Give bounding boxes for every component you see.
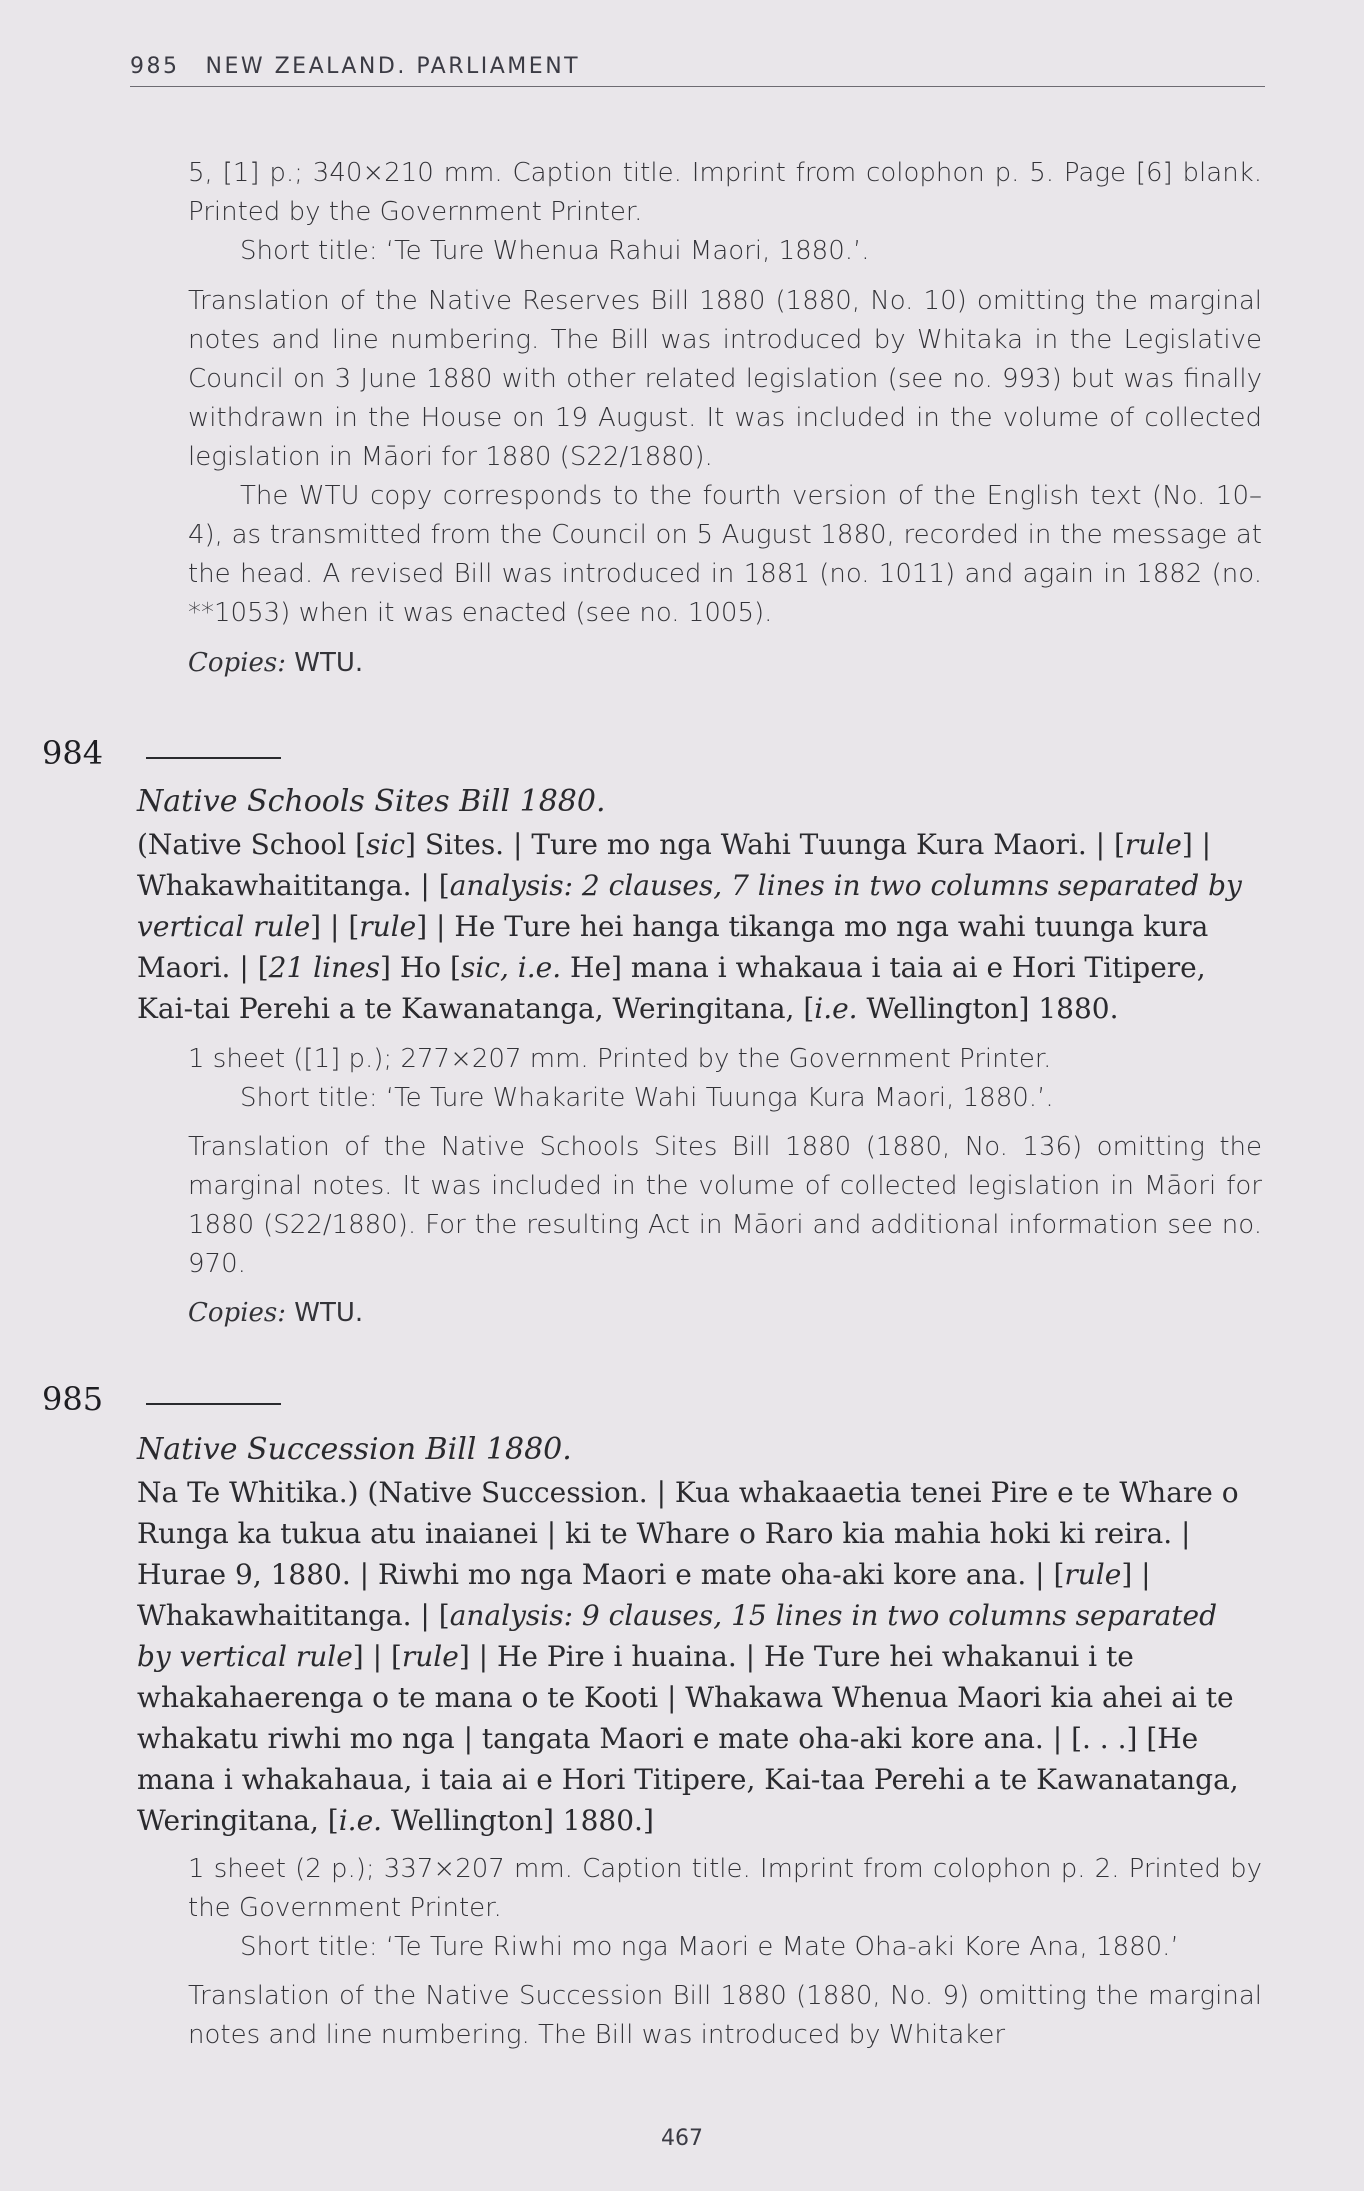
italic-segment: sic (366, 828, 406, 861)
physical-984: 1 sheet ([1] p.); 277×207 mm. Printed by the Government Printer. (188, 1044, 1052, 1074)
running-head-title: NEW ZEALAND. PARLIAMENT (205, 54, 581, 79)
text-segment: He] mana i whakaua i taia ai e Hori Titipere, Kai-tai Perehi a te Kawanatanga, Weringitana, [ (137, 951, 1206, 1025)
italic-segment: i.e. (814, 992, 858, 1025)
header-rule (130, 86, 1265, 87)
transcription-984 (137, 824, 1259, 1029)
text-segment: ] | [ (352, 1640, 402, 1673)
continuation-copies (188, 648, 363, 678)
entry-number-985: 985 (42, 1380, 104, 1418)
text-segment: Wellington] 1880.] (382, 1804, 654, 1837)
text-segment: ] Ho [ (380, 951, 461, 984)
entry-rule-984 (146, 757, 281, 759)
text-segment: ] | Whakawhaititanga. | [ (137, 1558, 1151, 1632)
physical-985: 1 sheet (2 p.); 337×207 mm. Caption title. Imprint from colophon p. 2. Printed by the Government Printer. (188, 1854, 1262, 1923)
italic-segment: rule (1064, 1558, 1122, 1591)
continuation-note-2: The WTU copy corresponds to the fourth version of the English text (No. 10–4), as transmitted from the Council on 5 August 1880, recorded in the message at the head. A revised Bill was introduced in 1881 (no. 1011) and again in 1882 (no. **1053) when it was enacted (see no. 1005). (188, 481, 1262, 628)
text-segment: ] Sites. | Ture mo nga Wahi Tuunga Kura Maori. | [ (405, 828, 1125, 861)
continuation-physical-description (188, 154, 1262, 271)
italic-segment: sic, i.e. (460, 951, 562, 984)
short-title-984: Short title: ‘Te Ture Whakarite Wahi Tuunga Kura Maori, 1880.’. (240, 1083, 1054, 1113)
italic-segment: rule (359, 910, 417, 943)
italic-segment: analysis: 2 clauses, 7 lines in two columns separated by vertical rule (137, 869, 1242, 943)
italic-segment: rule (401, 1640, 459, 1673)
continuation-notes (188, 282, 1262, 633)
italic-segment: analysis: 9 clauses, 15 lines in two columns separated by vertical rule (137, 1599, 1218, 1673)
text-segment: ] | He Pire i huaina. | He Ture hei whakanui i te whakahaerenga o te mana o te Kooti | Whakawa Whenua Maori kia ahei ai te whakatu riwhi mo nga | tangata Maori e mate oha-aki kore ana. | [. . .] [He mana i whakahaua, i taia ai e Hori Titipere, Kai-taa Perehi a te Kawanatanga, Weringitana, [ (137, 1640, 1239, 1837)
running-head-page-number: 985 (130, 54, 180, 79)
transcription-985 (137, 1472, 1259, 1841)
short-title-985: Short title: ‘Te Ture Riwhi mo nga Maori e Mate Oha-aki Kore Ana, 1880.’ (240, 1932, 1179, 1962)
entry-rule-985 (146, 1403, 281, 1405)
copies-label: Copies: (188, 1298, 286, 1328)
text-segment: ] | [ (310, 910, 360, 943)
italic-segment: rule (1124, 828, 1182, 861)
entry-title-984: Native Schools Sites Bill 1880. (137, 784, 606, 819)
copies-value: WTU. (294, 1298, 364, 1328)
continuation-short-title: Short title: ‘Te Ture Whenua Rahui Maori, 1880.’. (240, 236, 870, 266)
copies-984 (188, 1298, 363, 1328)
note-984: Translation of the Native Schools Sites Bill 1880 (1880, No. 136) omitting the marginal notes. It was included in the volume of collected legislation in Māori for 1880 (S22/1880). For the resulting Act in Māori and additional information see no. 970. (188, 1132, 1262, 1279)
copies-value: WTU. (294, 648, 364, 678)
physical-description-985 (188, 1850, 1262, 2055)
italic-segment: i.e. (338, 1804, 383, 1837)
physical-description-984 (188, 1040, 1262, 1284)
running-head (130, 54, 1265, 79)
text-segment: (Native School [ (137, 828, 367, 861)
continuation-note-1: Translation of the Native Reserves Bill 1880 (1880, No. 10) omitting the marginal notes and line numbering. The Bill was introduced by Whitaka in the Legislative Council on 3 June 1880 with other related legislation (see no. 993) but was finally withdrawn in the House on 19 August. It was included in the volume of collected legislation in Māori for 1880 (S22/1880). (188, 286, 1262, 472)
italic-segment: 21 lines (268, 951, 381, 984)
copies-label: Copies: (188, 648, 286, 678)
text-segment: Na Te Whitika.) (Native Succession. | Kua whakaaetia tenei Pire e te Whare o Runga ka tukua atu inaianei | ki te Whare o Raro kia mahia hoki ki reira. | Hurae 9, 1880. | Riwhi mo nga Maori e mate oha-aki kore ana. | [ (137, 1476, 1239, 1591)
folio-page-number: 467 (661, 2126, 703, 2151)
text-segment: ] | Whakawhaititanga. | [ (137, 828, 1212, 902)
note-985: Translation of the Native Succession Bill 1880 (1880, No. 9) omitting the marginal notes and line numbering. The Bill was introduced by Whitaker (188, 1981, 1262, 2050)
continuation-physical: 5, [1] p.; 340×210 mm. Caption title. Imprint from colophon p. 5. Page [6] blank. Printed by the Government Printer. (188, 158, 1262, 227)
text-segment: Wellington] 1880. (857, 992, 1119, 1025)
entry-title-985: Native Succession Bill 1880. (137, 1432, 572, 1467)
text-segment: ] | He Ture hei hanga tikanga mo nga wahi tuunga kura Maori. | [ (137, 910, 1209, 984)
entry-number-984: 984 (42, 734, 104, 772)
